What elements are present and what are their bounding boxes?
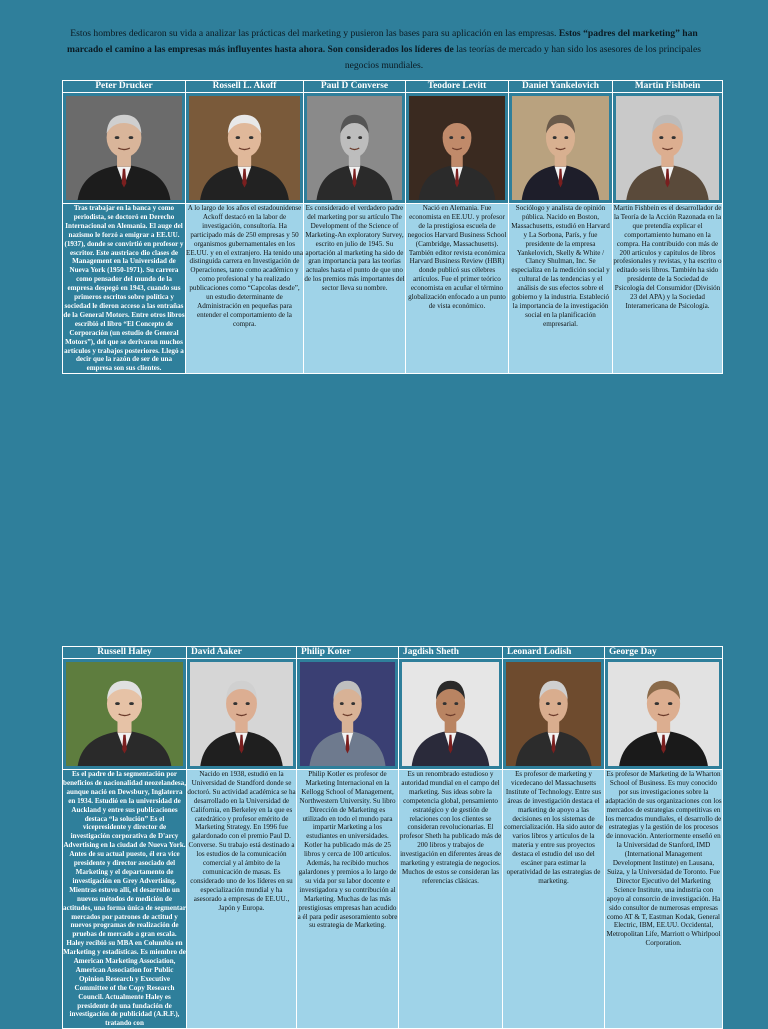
description-cell: Es un renombrado estudioso y autoridad mundial en el campo del marketing. Sus ideas sobre la competencia global, pensamiento estratégico y de gestión de relaciones con los clientes se consideran revolucionarias. El profesor Sheth ha publicado más de 200 libros y trabajos de investigación en diferentes áreas de marketing y estrategia de negocios. Muchos de estos se consideran las referencias clásicas. [399,770,503,1029]
portrait-icon [307,96,402,200]
photo-cell [509,93,613,204]
description-cell: Philip Kotler es profesor de Marketing Internacional en la Kellogg School of Management, Northwestern University. Su libro Dirección de Marketing es utilizado en todo el mundo para impartir Marketing a los estudiantes en universidades. Kotler ha publicado más de 25 libros y cerca de 100 artículos. Además, ha recibido muchos galardones y premios a lo largo de su vida por su labor docente e investigadora y su contribución al Marketing. Muchas de las más prestigiosas empresas han acudido a él para pedir asesoramiento sobre su estrategia de Marketing. [297,770,399,1029]
portrait-icon [190,662,293,766]
header-cell: Teodore Levitt [406,81,509,93]
portrait-icon [616,96,719,200]
intro-bold: Estos “padres del marketing” han marcado el camino a las empresas más influyentes hasta ahora. Son considerados los líderes de [67,28,698,55]
photo-cell [399,659,503,770]
header-cell: Rossell L. Akoff [186,81,304,93]
photo-cell [613,93,723,204]
portrait-icon [409,96,505,200]
portrait-icon [512,96,609,200]
intro-plain: Estos hombres dedicaron su vida a analizar las prácticas del marketing y pusieron las bases para su aplicación en las empresas. [70,28,557,39]
header-cell: Philip Koter [297,647,399,659]
intro-plain-end: las teorías de mercado y han sido los asesores de los principales negocios mundiales. [344,44,701,71]
description-cell: Es profesor de marketing y vicedecano del Massachusetts Institute of Technology. Entre sus áreas de investigación destaca el marketing de apoyo a las decisiones en los sistemas de comercialización. Ha sido autor de varios libros y artículos de la materia y entre sus proyectos destaca el estudio del uso del escáner para estimar la operatividad de las estrategias de marketing. [503,770,605,1029]
portrait-icon [66,662,183,766]
portrait-icon [402,662,499,766]
photo-cell [605,659,723,770]
portrait-icon [300,662,395,766]
header-cell: Paul D Converse [304,81,406,93]
photo-cell [503,659,605,770]
description-row [63,204,723,374]
photo-cell [63,93,186,204]
description-cell: A lo largo de los años el estadounidense Ackoff destacó en la labor de investigación, consultoría. Ha participado más de 250 empresas y 50 organismos gubernamentales en los EE.UU. y en el extranjero. Ha tenido una distinguida carrera en Investigación de Operaciones, tanto como académico y como profesional y ha realizado publicaciones como “Capcolas desde”, un estudio determinante de Administración en pequeñas para entender el comportamiento de la compra. [186,204,304,374]
portrait-icon [506,662,601,766]
portrait-icon [608,662,719,766]
portrait-icon [66,96,182,200]
photo-cell [304,93,406,204]
description-cell: Sociólogo y analista de opinión pública. Nacido en Boston, Massachusetts, estudió en Harvard y La Sorbona, París, y fue presidente de la empresa Yankelovich, Skelly & White / Clancy Shulman, Inc. Se especializa en la medición social y cultural de las tendencias y el análisis de sus efectos sobre el gobierno y la industria. Estableció la importancia de la investigación social en la planificación empresarial. [509,204,613,374]
photo-cell [187,659,297,770]
description-cell: Es el padre de la segmentación por beneficios de nacionalidad neozelandesa, aunque nació en Dewsbury, Inglaterra en 1934. Estudió en la universidad de Auckland y entre sus publicaciones destaca “la solución” Es el vicepresidente y director de investigación corporativa de D'arcy Advertising en la ciudad de Nueva York. Antes de su actual puesto, él era vice presidente y director asociado del Marketing y el departamento de investigación en Grey Advertising. Mientras estuvo allí, el desarrollo un nuevos métodos de medición de actitudes, una forma única de segmentar mercados por patrones de actitud y nuevos programas de realización de pruebas de mercado a gran escala. Haley recibió su MBA en Columbia en Marketing y estadísticas. Es miembro de American Marketing Association, American Association for Public Opinion Research y Executive Committee of the Copy Research Council. Actualmente Haley es presidente de una fundación de investigación de publicidad (A.R.F.), tratando con [63,770,186,1028]
intro-paragraph [60,26,708,74]
header-cell: Martin Fishbein [613,81,723,93]
header-cell: Russell Haley [63,647,187,659]
photo-row [63,659,723,770]
authors-table-1 [62,80,723,374]
photo-cell [186,93,304,204]
header-cell: Jagdish Sheth [399,647,503,659]
header-cell: David Aaker [187,647,297,659]
authors-table-2 [62,646,723,1029]
description-cell: Tras trabajar en la banca y como periodista, se doctoró en Derecho Internacional en Alemania. El auge del nazismo le forzó a emigrar a EE.UU. (1937), donde se convirtió en profesor y escritor. Este austriaco dio clases de Management en la Universidad de Nueva York (1950-1971). Su carrera como pensador del mundo de la empresa despegó en 1943, cuando sus primeros escritos sobre política y sociedad le dieron acceso a las entrañas de la General Motors. Entre otros libros escribió el libro “El Concepto de Corporación (un estudio de General Motors”), del que se derivaron muchos artículos y trabajos posteriores. Llegó a decir que la razón de ser de una empresa son sus clientes. [63,204,185,373]
description-row [63,770,723,1029]
photo-cell [406,93,509,204]
photo-row [63,93,723,204]
header-row [63,647,723,659]
photo-cell [297,659,399,770]
description-cell: Nació en Alemania. Fue economista en EE.UU. y profesor de la prestigiosa escuela de negocios Harvard Business School (Cambridge, Massachusetts). También editor revista económica Harvard Business Review (HBR) donde publicó sus célebres artículos. Fue el primer teórico economista en acuñar el término globalización enfocado a un punto de vista económico. [406,204,509,374]
photo-cell [63,659,187,770]
header-cell: Peter Drucker [63,81,186,93]
description-cell: Es considerado el verdadero padre del marketing por su artículo The Development of the Science of Marketing-An exploratory Survey, escrito en julio de 1945. Su aportación al marketing ha sido de gran importancia para las teorías actuales hasta el punto de que uno de los premios más importantes del sector lleva su nombre. [304,204,406,374]
portrait-icon [189,96,300,200]
description-cell: Martin Fishbein es el desarrollador de la Teoría de la Acción Razonada en la que pretendía explicar el comportamiento humano en la compra. Ha contribuido con más de 200 artículos y capítulos de libros profesionales y revistas, y ha escrito o editado seis libros. También ha sido presidente de la Sociedad de Psicología del Consumidor (División 23 del APA) y la Sociedad Interamericana de Psicología. [613,204,723,374]
header-cell: Leonard Lodish [503,647,605,659]
description-cell: Es profesor de Marketing de la Wharton School of Business. Es muy conocido por sus investigaciones sobre la adaptación de sus organizaciones con los mercados de estrategias competitivas en los mercados mundiales, el desarrollo de estrategias y la gestión de los procesos de innovación. Anteriormente enseñó en la Universidad de Stanford, IMD (International Management Development Institute) en Lausana, Suiza, y la Universidad de Toronto. Fue Director Ejecutivo del Marketing Science Institute, una industria con apoyo al consorcio de investigación. Ha sido consultor de numerosas empresas como AT & T, Eastman Kodak, General Electric, IBM, EE.UU. Occidental, Metropolitan Life, Marriott o Whirlpool Corporation. [605,770,723,1029]
header-cell: Daniel Yankelovich [509,81,613,93]
header-row [63,81,723,93]
description-cell: Nacido en 1938, estudió en la Universidad de Standford donde se doctoró. Su actividad académica se ha desarrollado en la Universidad de California, en Berkeley en la que es catedrático y profesor emérito de Marketing Strategy. En 1996 fue galardonado con el premio Paul D. Converse. Su trabajo está destinado a los estudios de la comunicación comercial y al ámbito de la comunicación de masas. Es considerado uno de los líderes en su especialización mundial y ha asesorado a empresas de EE.UU., Japón y Europa. [187,770,297,1029]
header-cell: George Day [605,647,723,659]
